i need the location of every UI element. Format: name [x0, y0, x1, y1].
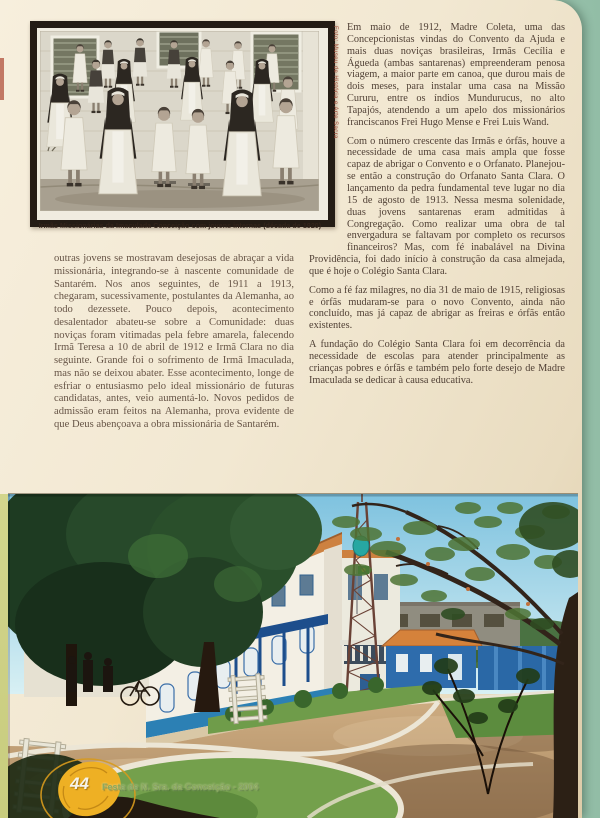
photo-caption: Irmãs Missionárias da Imaculada Conceição com jovens internas (década de 1920) [38, 223, 322, 230]
left-text-column [54, 253, 294, 439]
body-paragraph: Em maio de 1912, Madre Coleta, uma das Concepcionistas vindas do Convento da Ajuda e mais duas noviças brasileiras, Irmãs Cecília e Águeda (ambas santarenas) empreenderam penosa viagem, a maior parte em canoa, que durou mais de dois meses, para instalar uma casa na Missão Cururu, entre os índios Mundurucus, no alto Tapajós, atendendo a um apelo dos missionários franciscanos Frei Hugo Mense e Frei Luis Wand. [347, 22, 565, 128]
footer-caption: Festa de N. Sra. da Conceição - 2004 [102, 782, 259, 792]
right-text-column [309, 22, 565, 393]
text-wrap-spacer [309, 22, 347, 251]
group-photo-illustration [40, 31, 319, 211]
body-paragraph: Como a fé faz milagres, no dia 31 de maio de 1915, religiosas e órfãs mudaram-se para o novo Convento, ainda não concluído, mas já capaz de abrigar as freiras e órfãs então existentes. [309, 284, 565, 332]
body-paragraph: A fundação do Colégio Santa Clara foi em decorrência da necessidade de escolas para atender principalmente as crianças pobres e órfãs e também pelo forte desejo de Madre Imaculada se dedicar à causa educativa. [309, 339, 565, 386]
photo-credit: Foto: Museu de História e Arte Sacra [332, 26, 338, 139]
historic-photo-frame [30, 21, 335, 227]
body-paragraph: Com o número crescente das Irmãs e órfãs, houve a necessidade de uma casa mais ampla que fosse capaz de abrigar o Convento e o Orfanato. Planejou-se então a construção do Orfanato Santa Clara. O lançamento da pedra fundamental teve lugar no dia 15 de agosto de 1913. Nessa mesma solenidade, duas jovens santarenas eram admitidas à Congregação. Como realizar uma obra de tal envergadura se faltavam por completo os recursos financeiros? Mas, com fé inabalável na Divina Providência, foi dado início à construção da casa almejada, que é hoje o Colégio Santa Clara. [309, 135, 565, 277]
page-edge-strip [0, 494, 8, 818]
body-paragraph: outras jovens se mostravam desejosas de abraçar a vida missionária, integrando-se à nascente comunidade de Santarém. Nos anos seguintes, de 1911 a 1913, chegaram, sucessivamente, postulantes da Alemanha, ao todo dezessete. Pouco depois, acontecimento desalentador abateu-se sobre a Comunidade: duas noviças foram vitimadas pela febre amarela, falecendo Irmã Teresa a 10 de abril de 1912 e Irmã Clara no dia seguinte. Grande foi o sofrimento de Irmã Imaculada, mas não se deixou abater. Esse acontecimento, longe de esfriar o entusiasmo pelo ideal missionário de futuras candidatas, antes, veio aumentá-lo. Novos pedidos de admissão eram feitos na Alemanha, prova evidente de que Deus abençoava a obra missionária de Santarém. [54, 253, 294, 430]
page-number: 44 [70, 774, 89, 793]
scan-artifact [0, 58, 4, 100]
